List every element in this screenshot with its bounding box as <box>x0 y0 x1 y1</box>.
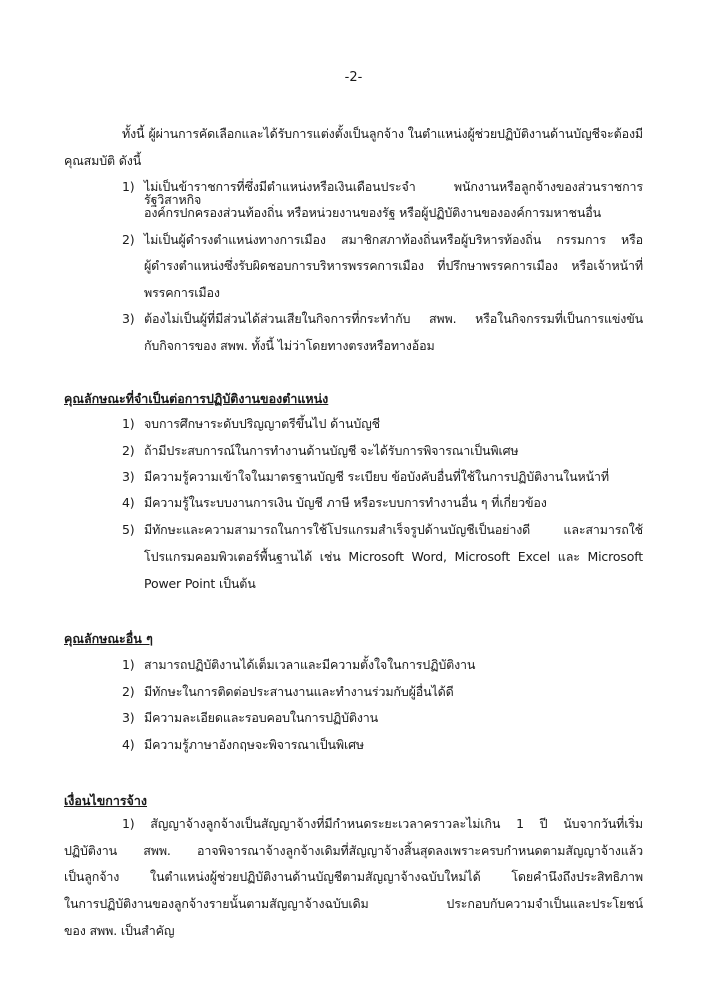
item-text: มีทักษะและความสามารถในการใช้โปรแกรมสำเร็จรูปด้านบัญชีเป็นอย่างดี และสามารถใช้ <box>144 522 643 537</box>
item-number: 5) <box>122 522 135 537</box>
item-text: Power Point เป็นต้น <box>144 576 256 591</box>
item-text: มีความรู้ในระบบงานการเงิน บัญชี ภาษี หรือระบบการทำงานอื่น ๆ ที่เกี่ยวข้อง <box>144 495 547 510</box>
item-text: องค์กรปกครองส่วนท้องถิ่น หรือหน่วยงานของรัฐ หรือผู้ปฏิบัติงานขององค์การมหาชนอื่น <box>144 205 601 220</box>
item-number: 2) <box>122 232 135 247</box>
intro-line: คุณสมบัติ ดังนี้ <box>64 153 142 168</box>
item-number: 3) <box>122 311 135 326</box>
item-text: มีความละเอียดและรอบคอบในการปฏิบัติงาน <box>144 710 379 725</box>
item-number: 1) <box>122 657 135 672</box>
page-number: -2- <box>344 70 363 85</box>
item-text: สามารถปฏิบัติงานได้เต็มเวลาและมีความตั้งใจในการปฏิบัติงาน <box>144 657 476 672</box>
section-heading: คุณลักษณะที่จำเป็นต่อการปฏิบัติงานของตำแหน่ง <box>64 391 329 406</box>
item-text: มีทักษะในการติดต่อประสานงานและทำงานร่วมกับผู้อื่นได้ดี <box>144 684 454 699</box>
item-number: 4) <box>122 737 135 752</box>
paragraph-line: ของ สพพ. เป็นสำคัญ <box>64 923 175 938</box>
paragraph-line: 1) สัญญาจ้างลูกจ้างเป็นสัญญาจ้างที่มีกำหนดระยะเวลาคราวละไม่เกิน 1 ปี นับจากวันที่เริ่ม <box>122 816 643 831</box>
item-number: 2) <box>122 684 135 699</box>
item-text: ถ้ามีประสบการณ์ในการทำงานด้านบัญชี จะได้รับการพิจารณาเป็นพิเศษ <box>144 443 519 458</box>
item-text: กับกิจการของ สพพ. ทั้งนี้ ไม่ว่าโดยทางตรงหรือทางอ้อม <box>144 338 435 353</box>
paragraph-line: ในการปฏิบัติงานของลูกจ้างรายนั้นตามสัญญาจ้างฉบับเดิม ประกอบกับความจำเป็นและประโยชน์ <box>64 896 643 911</box>
item-number: 3) <box>122 469 135 484</box>
item-number: 3) <box>122 710 135 725</box>
section-heading: เงื่อนไขการจ้าง <box>64 793 148 808</box>
item-text: ผู้ดำรงตำแหน่งซึ่งรับผิดชอบการบริหารพรรคการเมือง ที่ปรึกษาพรรคการเมือง หรือเจ้าหน้าที่ <box>144 258 643 273</box>
item-text: มีความรู้ความเข้าใจในมาตรฐานบัญชี ระเบียบ ข้อบังคับอื่นที่ใช้ในการปฏิบัติงานในหน้าที่ <box>144 469 609 484</box>
item-text: โปรแกรมคอมพิวเตอร์พื้นฐานได้ เช่น Microsoft Word, Microsoft Excel และ Microsoft <box>144 549 643 564</box>
section-heading: คุณลักษณะอื่น ๆ <box>64 631 153 646</box>
item-text: มีความรู้ภาษาอังกฤษจะพิจารณาเป็นพิเศษ <box>144 737 364 752</box>
item-number: 1) <box>122 416 135 431</box>
intro-line: ทั้งนี้ ผู้ผ่านการคัดเลือกและได้รับการแต่งตั้งเป็นลูกจ้าง ในตำแหน่งผู้ช่วยปฏิบัติงานด้านบัญชีจะต้องมี <box>122 126 643 141</box>
item-text: พรรคการเมือง <box>144 285 220 300</box>
item-number: 4) <box>122 495 135 510</box>
paragraph-line: ปฏิบัติงาน สพพ. อาจพิจารณาจ้างลูกจ้างเดิมที่สัญญาจ้างสิ้นสุดลงเพราะครบกำหนดตามสัญญาจ้างแล้ว <box>64 843 643 858</box>
item-text: ต้องไม่เป็นผู้ที่มีส่วนได้ส่วนเสียในกิจการที่กระทำกับ สพพ. หรือในกิจกรรมที่เป็นการแข่งขัน <box>144 311 643 326</box>
item-text: จบการศึกษาระดับปริญญาตรีขึ้นไป ด้านบัญชี <box>144 416 380 431</box>
item-number: 1) <box>122 179 135 194</box>
item-text: ไม่เป็นผู้ดำรงตำแหน่งทางการเมือง สมาชิกสภาท้องถิ่นหรือผู้บริหารท้องถิ่น กรรมการ หรือ <box>144 232 643 247</box>
item-text: ไม่เป็นข้าราชการที่ซึ่งมีตำแหน่งหรือเงินเดือนประจำ พนักงานหรือลูกจ้างของส่วนราชการ รัฐวิสาหกิจ <box>144 179 643 207</box>
item-number: 2) <box>122 443 135 458</box>
paragraph-line: เป็นลูกจ้าง ในตำแหน่งผู้ช่วยปฏิบัติงานด้านบัญชีตามสัญญาจ้างฉบับใหม่ได้ โดยคำนึงถึงประสิทธิภาพ <box>64 869 643 884</box>
